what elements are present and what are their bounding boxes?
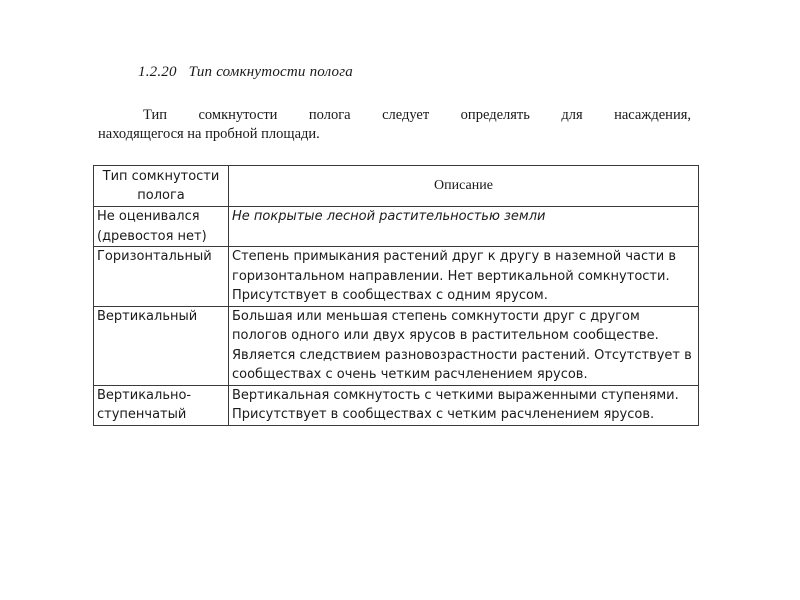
row-type: Вертикально-ступенчатый	[94, 385, 229, 425]
header-description: Описание	[229, 166, 699, 207]
section-title: Тип сомкнутости полога	[188, 64, 353, 80]
intro-paragraph	[98, 106, 691, 144]
row-description: Степень примыкания растений друг к другу в наземной части в горизонтальном направлении. Нет вертикальной сомкнутости. Присутствует в сообществах с одним ярусом.	[229, 247, 699, 307]
row-type: Горизонтальный	[94, 247, 229, 307]
canopy-type-table	[93, 165, 699, 426]
intro-line-2: находящегося на пробной площади.	[98, 126, 320, 142]
section-number: 1.2.20	[138, 64, 177, 80]
table-row	[94, 207, 699, 247]
table-header-row	[94, 166, 699, 207]
table-row	[94, 385, 699, 425]
header-type: Тип сомкнутости полога	[94, 166, 229, 207]
intro-line-1: Тип сомкнутости полога следует определять для насаждения,	[143, 107, 691, 123]
section-heading	[138, 64, 353, 81]
row-description: Вертикальная сомкнутость с четкими выраженными ступенями. Присутствует в сообществах с четким расчленением ярусов.	[229, 385, 699, 425]
row-description: Не покрытые лесной растительностью земли	[229, 207, 699, 247]
row-description: Большая или меньшая степень сомкнутости друг с другом пологов одного или двух ярусов в растительном сообществе. Является следствием разновозрастности растений. Отсутствует в сообществах с очень четким расчленением ярусов.	[229, 306, 699, 385]
row-type: Вертикальный	[94, 306, 229, 385]
table-row	[94, 247, 699, 307]
row-type: Не оценивался (древостоя нет)	[94, 207, 229, 247]
table-row	[94, 306, 699, 385]
